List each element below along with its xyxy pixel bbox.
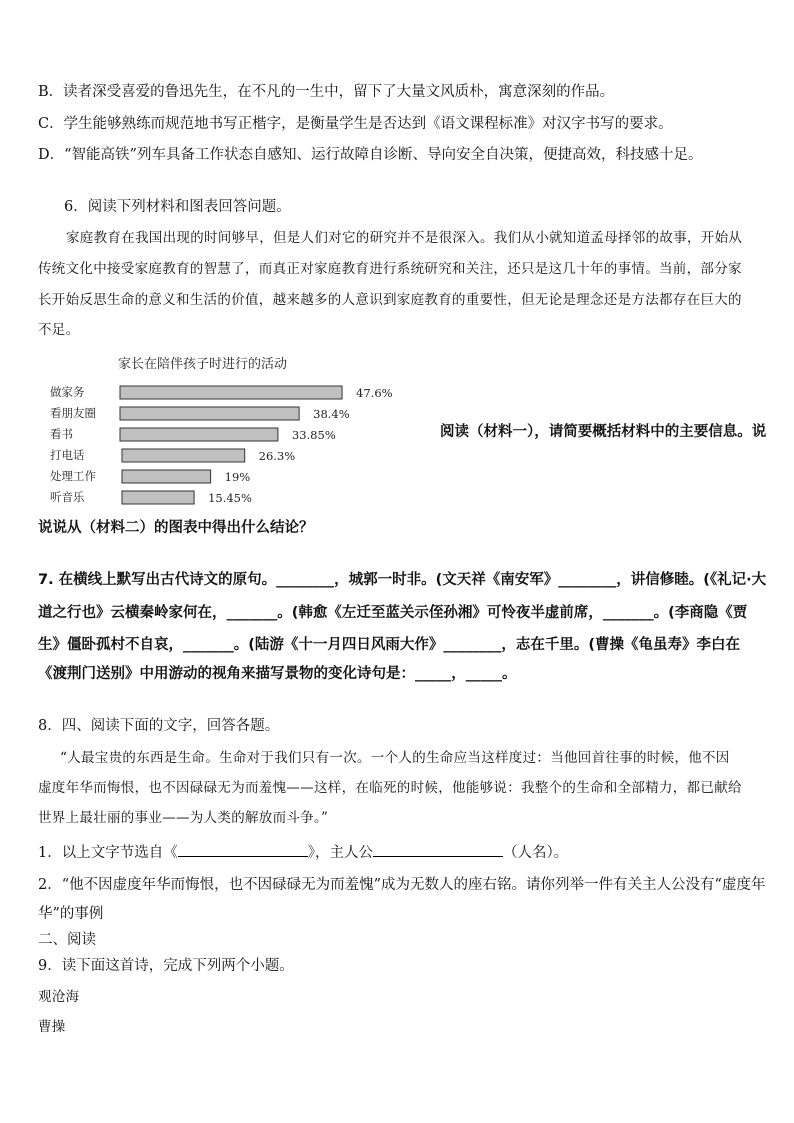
- q8-item1-prefix: 1．以上文字节选自《: [38, 845, 178, 861]
- category-label: 做家务: [50, 385, 85, 399]
- q6-material-line-1: 家庭教育在我国出现的时间够早，但是人们对它的研究并不是很深入。我们从小就知道孟母择邻的故事，开始从: [66, 230, 743, 246]
- q8-item1-mid: 》，主人公: [307, 845, 373, 861]
- q8-quote-line-1: “人最宝贵的东西是生命。生命对于我们只有一次。一个人的生命应当这样度过：当他回首往事的时候，他不因: [60, 750, 730, 766]
- bar-6: [122, 491, 194, 504]
- category-label: 看朋友圈: [50, 406, 96, 420]
- q6-followup: 说说从（材料二）的图表中得出什么结论？: [38, 520, 314, 536]
- q7-line-4: 《渡荆门送别》中用游动的视角来描写景物的变化诗句是：_____，_____。: [38, 666, 517, 682]
- q8-book-blank[interactable]: [178, 842, 308, 857]
- value-label: 33.85%: [291, 428, 336, 442]
- q7-line-3: 生》僵卧孤村不自哀，_______。(陆游《十一月四日风雨大作》________，志在千里。(曹操《龟虽寿》李白在: [38, 637, 741, 653]
- q7-line-2: 道之行也》云横秦岭家何在，_______。(韩愈《左迁至蓝关示侄孙湘》可怜夜半虚前席，_______。(李商隐《贾: [38, 605, 748, 621]
- q8-quote-line-3: 世界上最壮丽的事业——为人类的解放而斗争。”: [38, 810, 329, 826]
- q8-name-blank[interactable]: [373, 842, 503, 857]
- poem-author: 曹操: [38, 1019, 66, 1035]
- q6-material-line-4: 不足。: [38, 322, 80, 338]
- poem-title: 观沧海: [38, 989, 80, 1005]
- option-d: D．“智能高铁”列车具备工作状态自感知、运行故障自诊断、导向安全自决策，便捷高效，科技感十足。: [38, 147, 703, 163]
- q6-material-line-2: 传统文化中接受家庭教育的智慧了，而真正对家庭教育进行系统研究和关注，还只是这几十年的事情。当前，部分家: [38, 261, 742, 277]
- q6-side-question: 阅读（材料一），请简要概括材料中的主要信息。说: [440, 424, 767, 440]
- category-label: 看书: [50, 427, 73, 441]
- option-c: C．学生能够熟练而规范地书写正楷字，是衡量学生是否达到《语文课程标准》对汉字书写的要求。: [38, 116, 673, 132]
- activity-chart: [40, 352, 400, 512]
- category-label: 处理工作: [50, 469, 96, 483]
- section-2-heading: 二、阅读: [38, 932, 96, 948]
- activity-bar-chart: [40, 352, 400, 512]
- category-label: 听音乐: [50, 490, 85, 504]
- bar-2: [120, 407, 299, 420]
- q8-item-2-line-2: 华”的事例: [38, 906, 104, 922]
- value-label: 26.3%: [258, 449, 296, 463]
- bar-3: [120, 428, 278, 441]
- q8-heading: 8．四、阅读下面的文字，回答各题。: [38, 718, 280, 734]
- value-label: 47.6%: [356, 386, 393, 400]
- category-label: 打电话: [50, 448, 85, 462]
- q8-item-1: [38, 842, 568, 863]
- q6-heading: 6．阅读下列材料和图表回答问题。: [64, 199, 291, 215]
- option-b: B．读者深受喜爱的鲁迅先生，在不凡的一生中，留下了大量文风质朴，寓意深刻的作品。: [38, 84, 615, 100]
- q8-item-2-line-1: 2．“他不因虚度年华而悔恨，也不因碌碌无为而羞愧”成为无数人的座右铭。请你列举一件有关主人公没有“虚度年: [38, 877, 766, 893]
- bar-5: [122, 470, 211, 483]
- chart-title: 家长在陪伴孩子时进行的活动: [118, 357, 288, 372]
- value-label: 19%: [224, 470, 251, 484]
- q9-heading: 9．读下面这首诗，完成下列两个小题。: [38, 958, 294, 974]
- q6-material-line-3: 长开始反思生命的意义和生活的价值，越来越多的人意识到家庭教育的重要性，但无论是理念还是方法都存在巨大的: [38, 292, 742, 308]
- q8-quote-line-2: 虚度年华而悔恨，也不因碌碌无为而羞愧——这样，在临死的时候，他能够说：我整个的生命和全部精力，都已献给: [38, 780, 742, 796]
- q7-line-1: 7. 在横线上默写出古代诗文的原句。________，城郭一时非。(文天祥《南安军》________，讲信修睦。(《礼记·大: [38, 572, 767, 588]
- value-label: 38.4%: [313, 407, 350, 421]
- bar-1: [120, 386, 342, 399]
- q8-item1-suffix: （人名）。: [502, 845, 569, 861]
- value-label: 15.45%: [208, 491, 252, 505]
- bar-4: [122, 449, 245, 462]
